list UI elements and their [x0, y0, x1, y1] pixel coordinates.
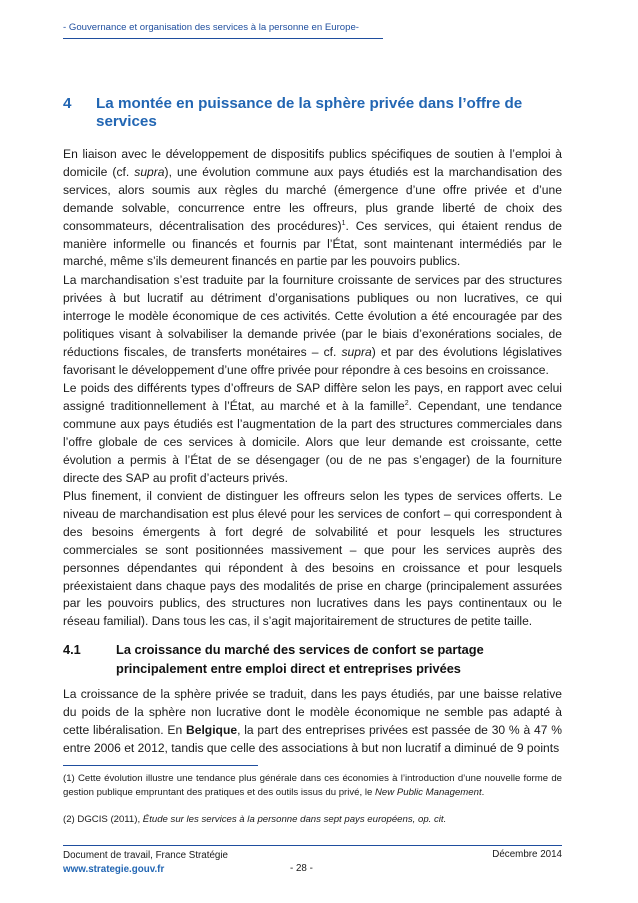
- p2-text-a: La marchandisation s’est traduite par la fourniture croissante de services par des structures privées à but lucratif au détriment d’organisations publiques ou non lucratives, ce qui interroge le modèle économique de ces activités. Cette évolution a été encouragée par des politiques visant à solvabiliser la demande privée (par le biais d’exonérations sociales, de réductions fiscales, de transferts monétaires – cf.: [63, 273, 562, 359]
- subsection-title: La croissance du marché des services de confort se partage principalement entre emploi direct et entreprises privées: [116, 642, 484, 676]
- footer-url-link[interactable]: www.strategie.gouv.fr: [63, 864, 165, 875]
- footer-date: Décembre 2014: [492, 849, 562, 860]
- paragraph-3: [63, 380, 562, 487]
- fn1-text-b: .: [481, 786, 485, 798]
- running-header: - Gouvernance et organisation des services à la personne en Europe-: [63, 22, 359, 33]
- footer-divider: [63, 845, 562, 846]
- fn2-text-a: (2) DGCIS (2011),: [63, 814, 143, 825]
- paragraph-2: [63, 272, 562, 379]
- header-divider: [63, 38, 383, 39]
- fn1-text-a: (1) Cette évolution illustre une tendance plus générale dans ces économies à l’introduction d’une nouvelle forme de gestion publique empruntant des pratiques et des outils issus du privé, le: [63, 773, 562, 798]
- paragraph-1: [63, 146, 562, 271]
- footnote-1: [63, 772, 562, 799]
- fn1-italic: New Public Management: [374, 786, 482, 798]
- p3-text-a: Le poids des différents types d’offreurs de SAP diffère selon les pays, en rapport avec celui assigné traditionnellement à l’État, au marché et à la famille: [63, 381, 562, 413]
- p5-country-belgique: Belgique: [185, 722, 238, 737]
- page-number: - 28 -: [290, 863, 313, 874]
- section-title: La montée en puissance de la sphère privée dans l’offre de services: [96, 95, 523, 130]
- p1-text-b: ), une évolution commune aux pays étudiés est la marchandisation des services, alors soumis aux règles du marché (émergence d’une offre privée et d’une demande solvable, concurrence entre les offreurs, plus grande liberté de choix des consommateurs, décentralisation des procédures): [63, 164, 563, 233]
- p1-supra: supra: [134, 164, 165, 179]
- p5-text-b: , la part des entreprises privées est passée de 30 % à 47 % entre 2006 et 2012, tandis que celle des associations à but non lucratif a diminué de 9 points: [63, 722, 562, 755]
- subsection-number: 4.1: [63, 642, 81, 657]
- footnote-ref-2[interactable]: 2: [404, 399, 409, 407]
- p5-text-a: La croissance de la sphère privée se traduit, dans les pays étudiés, par une baisse relative du poids de la sphère non lucrative dont le modèle économique ne semble pas adapté à cette libéralisation. En: [63, 687, 562, 737]
- p1-text-c: . Ces services, qui étaient rendus de manière informelle ou financés et fournis par l’État, sont maintenant intermédiés par le marché, même s’ils demeurent financés en partie par les pouvoirs publics.: [63, 218, 563, 269]
- footer-left: [63, 849, 228, 877]
- p2-supra: supra: [341, 344, 372, 359]
- fn2-italic: Étude sur les services à la personne dans sept pays européens, op. cit.: [142, 814, 447, 825]
- p1-text-a: En liaison avec le développement de dispositifs publics spécifiques de soutien à l’emploi à domicile (cf.: [63, 147, 562, 179]
- footnote-divider: [63, 765, 258, 766]
- footnote-ref-1[interactable]: 1: [341, 219, 346, 227]
- paragraph-5: [63, 686, 562, 758]
- p3-text-b: . Cependant, une tendance commune aux pays étudiés est l’augmentation de la part des structures commerciales dans l’offre globale de ces services à domicile. Alors que leur demande est croissante, cette évolution a permis à l’État de se désengager (ou de ne pas s’engager) de la fourniture directe des SAP au profit d’acteurs privés.: [63, 398, 563, 485]
- paragraph-4: Plus finement, il convient de distinguer les offreurs selon les types de services offerts. Le niveau de marchandisation est plus élevé pour les services de confort – qui correspondent à des besoins émergents à fort degré de solvabilité et pour lesquels les structures commerciales se sont positionnées massivement – que pour les services auprès des personnes dépendantes qui répondent à des besoins en croissance et pour lesquels préexistaient dans chaque pays des modalités de prise en charge (principalement assurées par les pouvoirs publics, des structures non lucratives dans les pays continentaux ou le réseau familial). Dans tous les cas, il s’agit majoritairement de structures de petite taille.: [63, 489, 562, 629]
- footer-doc-label: Document de travail, France Stratégie: [63, 850, 228, 861]
- p2-text-b: ) et par des évolutions législatives favorisant le développement d’une offre privée pour répondre à ces besoins en croissance.: [63, 344, 562, 377]
- footnote-2: [63, 813, 562, 827]
- section-number: 4: [63, 95, 72, 112]
